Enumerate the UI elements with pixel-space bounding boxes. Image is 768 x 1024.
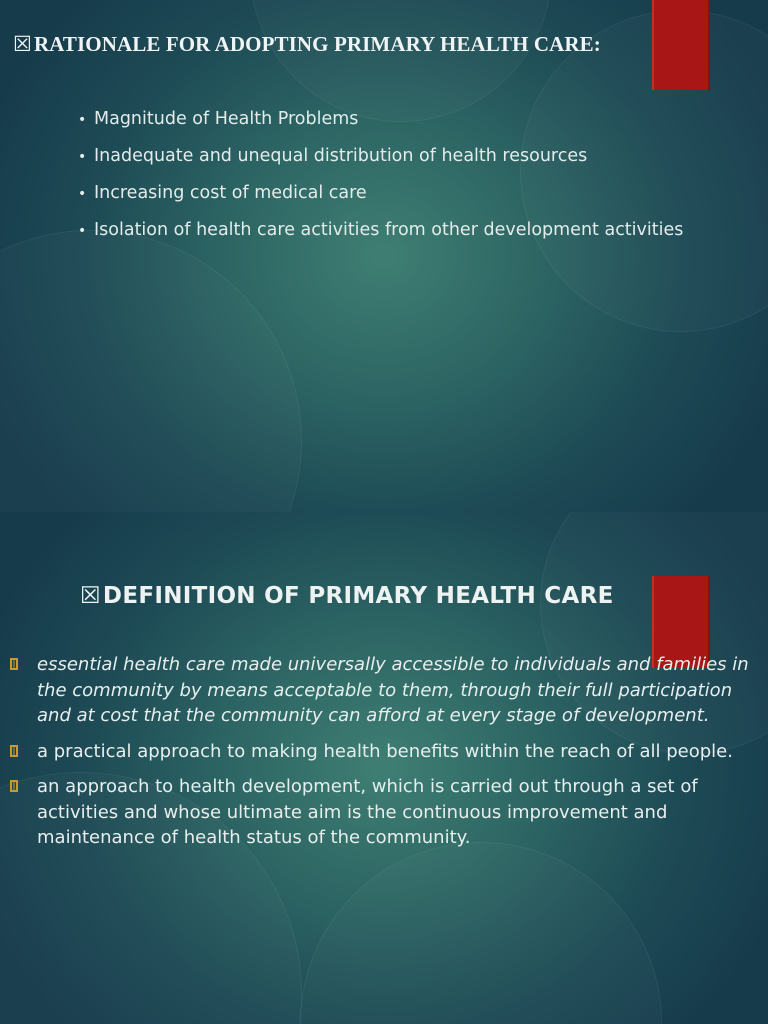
red-accent-tab bbox=[652, 0, 710, 90]
bullet-dot-icon: • bbox=[78, 112, 87, 128]
list-item bbox=[78, 144, 718, 170]
checkbox-x-icon: ☒ bbox=[80, 583, 101, 609]
ornament-bullet-icon bbox=[8, 744, 20, 758]
list-item bbox=[8, 652, 764, 729]
list-item-text: an approach to health development, which is carried out through a set of activities and whose ultimate aim is the continuous improvement and maintenance of health status of the community. bbox=[37, 776, 698, 848]
slide-title-text: RATIONALE FOR ADOPTING PRIMARY HEALTH CARE: bbox=[33, 32, 601, 56]
rationale-list bbox=[78, 107, 718, 255]
list-item bbox=[78, 218, 718, 244]
bullet-dot-icon: • bbox=[78, 223, 87, 239]
checkbox-x-icon: ☒ bbox=[13, 32, 32, 56]
ornament-bullet-icon bbox=[8, 779, 20, 793]
ornament-bullet-icon bbox=[8, 657, 20, 671]
definition-list bbox=[8, 652, 764, 861]
list-item-text: Inadequate and unequal distribution of health resources bbox=[94, 146, 588, 166]
slide-title-text: DEFINITION OF PRIMARY HEALTH CARE bbox=[102, 583, 614, 609]
list-item bbox=[8, 739, 764, 765]
slide-definition bbox=[0, 512, 768, 1024]
list-item-text: a practical approach to making health benefits within the reach of all people. bbox=[37, 740, 733, 762]
list-item-text: essential health care made universally accessible to individuals and families in the community by means acceptable to them, through their full participation and at cost that the community can afford at every stage of development. bbox=[37, 654, 749, 726]
list-item bbox=[78, 181, 718, 207]
background-circle bbox=[300, 842, 662, 1024]
background-circle bbox=[250, 0, 552, 122]
slide-title bbox=[13, 32, 601, 57]
bullet-dot-icon: • bbox=[78, 186, 87, 202]
background-circle bbox=[0, 230, 302, 512]
list-item-text: Isolation of health care activities from other development activities bbox=[94, 220, 684, 240]
bullet-dot-icon: • bbox=[78, 149, 87, 165]
list-item-text: Magnitude of Health Problems bbox=[94, 109, 359, 129]
list-item-text: Increasing cost of medical care bbox=[94, 183, 367, 203]
slide-title bbox=[80, 583, 614, 609]
list-item bbox=[8, 774, 764, 851]
list-item bbox=[78, 107, 718, 133]
